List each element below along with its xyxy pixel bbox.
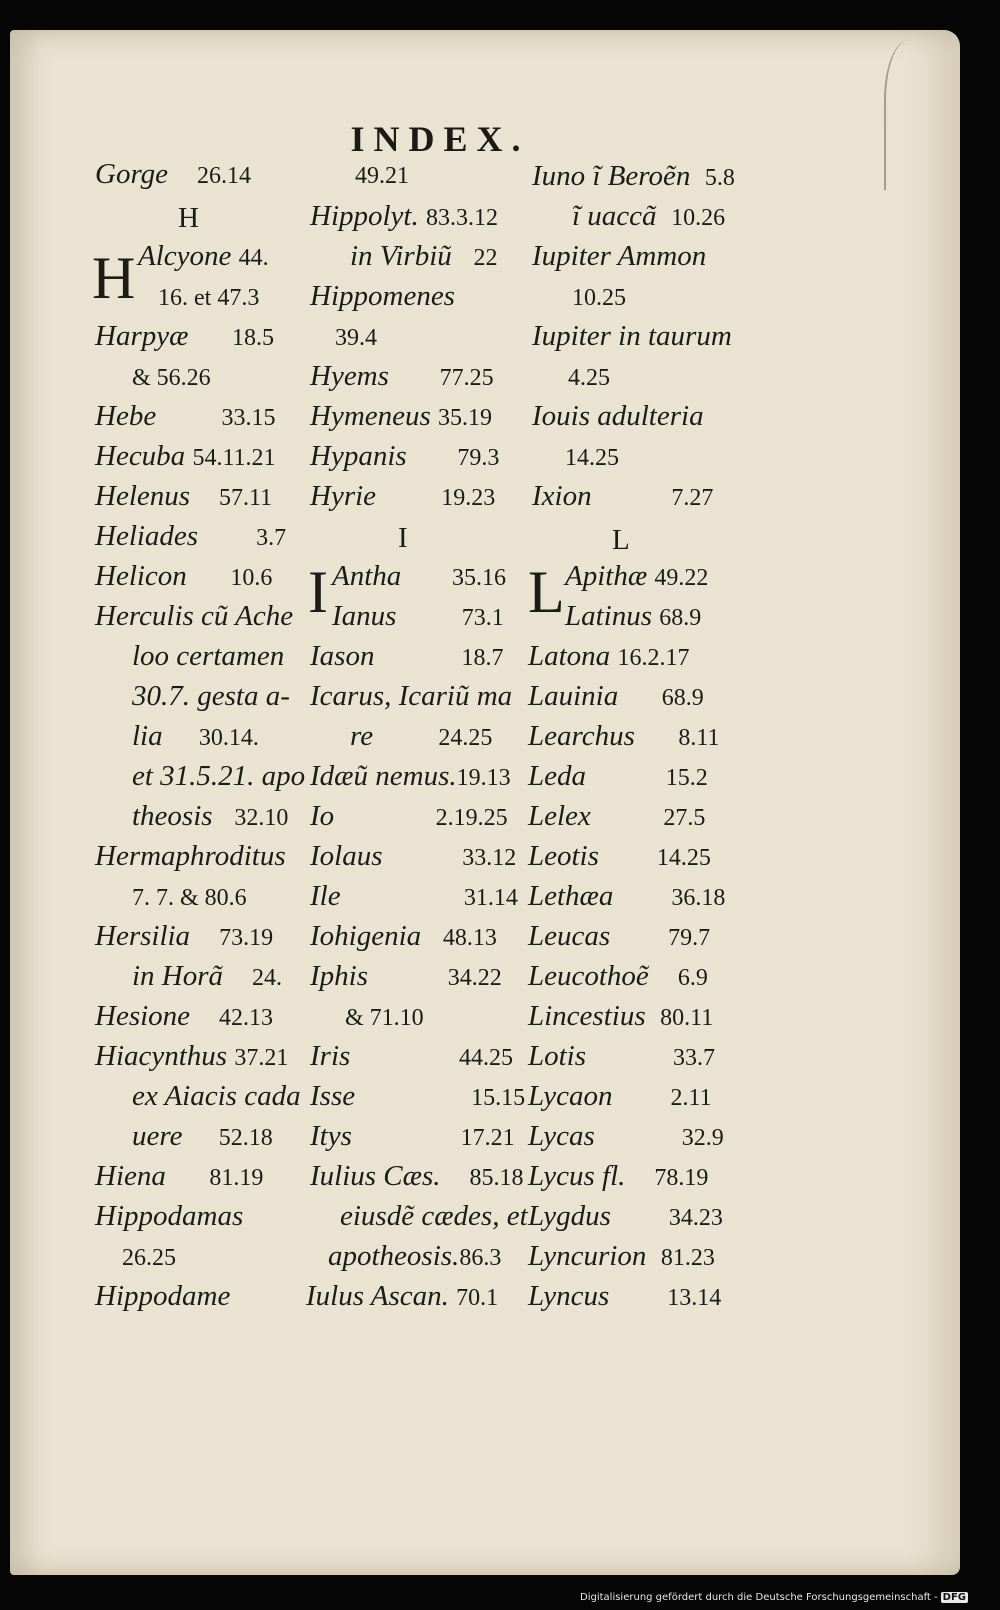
- index-entry: Iolaus 33.12: [310, 840, 517, 872]
- index-entry: 26.25: [122, 1245, 176, 1271]
- index-entry: eiusdẽ cædes, et: [340, 1200, 528, 1232]
- index-entry: Lycus fl. 78.19: [528, 1160, 709, 1192]
- index-entry: Hippodame: [95, 1280, 231, 1312]
- index-entry: Helicon 10.6: [95, 560, 273, 592]
- index-entry: theosis 32.10: [132, 800, 289, 832]
- index-entry: Hermaphroditus: [95, 840, 286, 872]
- index-entry: Alcyone 44.: [138, 240, 269, 272]
- index-entry: Iason 18.7: [310, 640, 504, 672]
- index-entry: Iulus Ascan. 70.1: [306, 1280, 499, 1312]
- index-entry: Lethæa 36.18: [528, 880, 726, 912]
- index-entry: Lyncurion 81.23: [528, 1240, 715, 1272]
- index-entry: Lincestius 80.11: [528, 1000, 714, 1032]
- index-entry: Hypanis 79.3: [310, 440, 500, 472]
- letter-heading-i: I: [398, 522, 408, 554]
- index-entry: Hyrie 19.23: [310, 480, 496, 512]
- page-heading: INDEX.: [350, 119, 530, 159]
- index-entry: Hymeneus 35.19: [310, 400, 493, 432]
- index-entry: 7. 7. & 80.6: [132, 885, 247, 911]
- index-entry: Icarus, Icariũ ma: [310, 680, 513, 712]
- drop-cap-l: L: [528, 559, 565, 625]
- index-entry: et 31.5.21. apo: [132, 760, 306, 792]
- index-entry: 30.7. gesta a-: [132, 680, 290, 712]
- dfg-logo: DFG: [942, 1592, 966, 1603]
- index-entry: Iuno ĩ Beroẽn 5.8: [532, 160, 735, 192]
- page-corner-curl: [884, 40, 946, 190]
- index-entry: uere 52.18: [132, 1120, 273, 1152]
- index-entry: Hippomenes: [310, 280, 455, 312]
- index-entry: Lauinia 68.9: [528, 680, 704, 712]
- index-entry: Lotis 33.7: [528, 1040, 716, 1072]
- index-entry: Ixion 7.27: [532, 480, 714, 512]
- index-entry: Antha 35.16: [332, 560, 507, 592]
- book-page: [10, 30, 960, 1575]
- index-entry: Herculis cũ Ache: [95, 600, 294, 632]
- index-entry: Hecuba 54.11.21: [95, 440, 276, 472]
- drop-cap-i: I: [308, 559, 328, 625]
- index-entry: Idæũ nemus.19.13: [310, 760, 511, 792]
- index-entry: Iulius Cæs. 85.18: [310, 1160, 524, 1192]
- index-entry: Ianus 73.1: [332, 600, 504, 632]
- index-entry: Leda 15.2: [528, 760, 708, 792]
- index-entry: Hersilia 73.19: [95, 920, 274, 952]
- index-entry: loo certamen: [132, 640, 285, 672]
- index-entry: Lygdus 34.23: [528, 1200, 723, 1232]
- index-entry: Iohigenia 48.13: [310, 920, 497, 952]
- digitization-credit: Digitalisierung gefördert durch die Deutsche Forschungsgemeinschaft - DFG: [580, 1592, 966, 1603]
- index-entry: in Virbiũ 22: [350, 240, 498, 272]
- index-entry: apotheosis.86.3: [328, 1240, 502, 1272]
- index-entry: Apithæ 49.22: [565, 560, 709, 592]
- index-entry: Latinus 68.9: [565, 600, 702, 632]
- index-entry: Iris 44.25: [310, 1040, 514, 1072]
- index-entry: 14.25: [565, 445, 619, 471]
- index-entry: 49.21: [355, 163, 409, 189]
- index-entry: Hippodamas: [95, 1200, 244, 1232]
- index-entry: Harpyæ 18.5: [95, 320, 274, 352]
- index-entry: Isse 15.15: [310, 1080, 526, 1112]
- index-entry: Helenus 57.11: [95, 480, 273, 512]
- index-entry: lia 30.14.: [132, 720, 259, 752]
- index-entry: Iouis adulteria: [532, 400, 704, 432]
- index-entry: Latona 16.2.17: [528, 640, 690, 672]
- index-entry: Hebe 33.15: [95, 400, 276, 432]
- index-entry: Hesione 42.13: [95, 1000, 274, 1032]
- index-entry: Lyncus 13.14: [528, 1280, 722, 1312]
- index-entry: Iupiter Ammon: [532, 240, 707, 272]
- index-entry: Ile 31.14: [310, 880, 518, 912]
- index-entry: Lycas 32.9: [528, 1120, 724, 1152]
- index-entry: Hippolyt. 83.3.12: [310, 200, 498, 232]
- index-entry: Hyems 77.25: [310, 360, 494, 392]
- index-entry: Leotis 14.25: [528, 840, 711, 872]
- index-entry: re 24.25: [350, 720, 493, 752]
- index-entry: Lycaon 2.11: [528, 1080, 712, 1112]
- index-entry: Io 2.19.25: [310, 800, 508, 832]
- index-entry: & 71.10: [345, 1005, 424, 1031]
- index-entry: 16. et 47.3: [158, 285, 260, 311]
- index-entry: 4.25: [568, 365, 610, 391]
- index-entry: Itys 17.21: [310, 1120, 515, 1152]
- index-entry: Learchus 8.11: [528, 720, 720, 752]
- index-entry: Leucas 79.7: [528, 920, 711, 952]
- index-entry: in Horã 24.: [132, 960, 283, 992]
- drop-cap-h: H: [92, 245, 136, 311]
- index-entry: Leucothoẽ 6.9: [528, 960, 708, 992]
- index-entry: Iupiter in taurum: [532, 320, 732, 352]
- index-entry: Hiacynthus 37.21: [95, 1040, 289, 1072]
- index-entry: 10.25: [572, 285, 626, 311]
- index-entry: 39.4: [335, 325, 377, 351]
- index-entry: ĩ uaccã 10.26: [572, 200, 726, 232]
- letter-heading-l: L: [612, 524, 630, 556]
- index-entry: & 56.26: [132, 365, 211, 391]
- index-entry: Hiena 81.19: [95, 1160, 264, 1192]
- index-entry: Heliades 3.7: [95, 520, 287, 552]
- index-entry: Lelex 27.5: [528, 800, 706, 832]
- letter-heading-h: H: [178, 202, 199, 234]
- index-entry: Iphis 34.22: [310, 960, 502, 992]
- index-entry: Gorge 26.14: [95, 158, 252, 190]
- index-entry: ex Aiacis cada: [132, 1080, 301, 1112]
